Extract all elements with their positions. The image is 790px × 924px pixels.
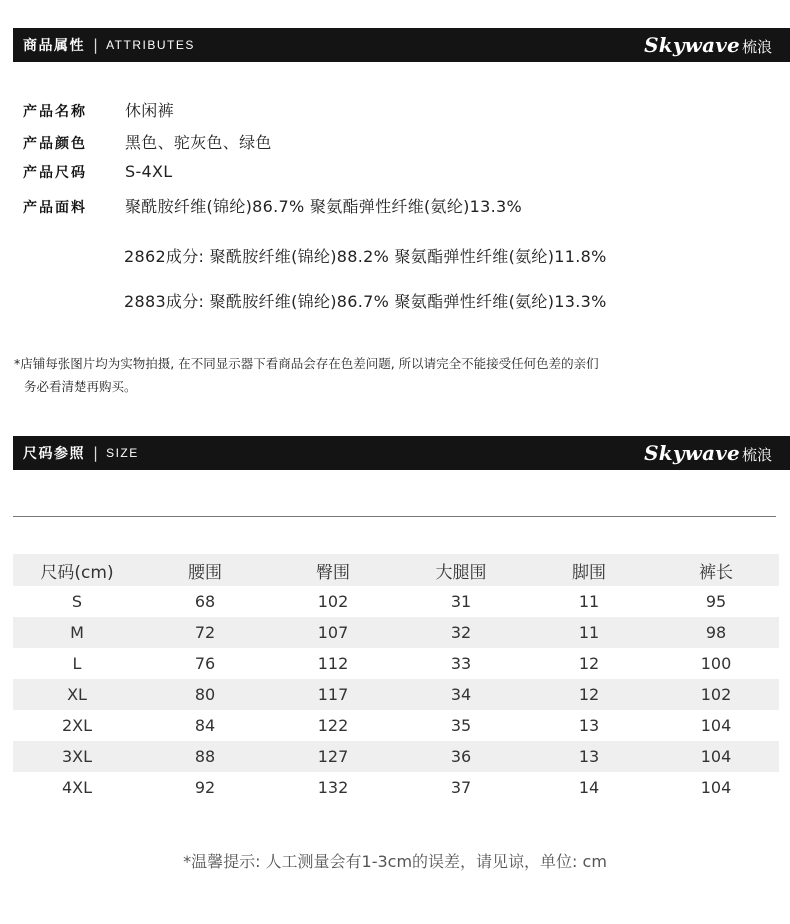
section-title: 商品属性 [23,38,85,54]
table-row [13,648,779,679]
attribute-label: 产品尺码 [23,165,87,181]
attribute-list [23,98,522,226]
table-cell: 104 [700,747,732,766]
brand-logo-en: Skywave [644,441,740,465]
attribute-row [23,98,522,130]
table-cell: 80 [194,685,216,704]
composition-2862: 2862成分: 聚酰胺纤维(锦纶)88.2% 聚氨酯弹性纤维(氨纶)11.8% [124,247,607,266]
table-cell: 68 [194,592,216,611]
column-header: 尺码(cm) [40,562,114,583]
measurement-tip: *温馨提示: 人工测量会有1-3cm的误差，请见谅，单位: cm [183,852,607,871]
size-header-bar [13,436,790,470]
brand-logo-cn: 梳浪 [741,38,772,56]
section-subtitle: ATTRIBUTES [106,38,195,52]
table-row [13,617,779,648]
table-header-row [13,554,779,586]
column-header: 臀围 [316,562,350,583]
table-cell: XL [67,685,87,704]
table-cell: 32 [450,623,472,642]
table-cell: 132 [317,778,349,797]
composition-2883: 2883成分: 聚酰胺纤维(锦纶)86.7% 聚氨酯弹性纤维(氨纶)13.3% [124,292,607,311]
table-cell: 122 [317,716,349,735]
table-cell: 102 [317,592,349,611]
column-header: 大腿围 [435,562,487,583]
table-row [13,741,779,772]
attribute-label: 产品面料 [23,200,87,216]
table-cell: 34 [450,685,472,704]
attributes-header-bar [13,28,790,62]
brand-logo [644,441,772,465]
table-cell: 13 [578,716,600,735]
disclaimer-line: *店铺每张图片均为实物拍摄, 在不同显示器下看商品会存在色差问题, 所以请完全不能接受任何色差的亲们 [14,356,599,371]
table-cell: 88 [194,747,216,766]
brand-logo-cn: 梳浪 [741,446,772,464]
table-cell: 31 [450,592,472,611]
attribute-value: 黑色、驼灰色、绿色 [125,133,272,152]
divider-line [13,516,776,517]
attribute-label: 产品名称 [23,104,87,120]
table-cell: 37 [450,778,472,797]
column-header: 脚围 [572,562,606,583]
title-separator: | [93,444,99,462]
table-cell: 12 [578,685,600,704]
table-cell: 13 [578,747,600,766]
section-subtitle: SIZE [106,446,139,460]
table-cell: 11 [578,623,600,642]
brand-logo-en: Skywave [644,33,740,57]
table-cell: 14 [578,778,600,797]
table-cell: 72 [194,623,216,642]
table-row [13,772,779,803]
attribute-row [23,162,522,194]
table-cell: 33 [450,654,472,673]
table-cell: 104 [700,716,732,735]
table-cell: 98 [705,623,727,642]
table-cell: 107 [317,623,349,642]
column-header: 腰围 [188,562,222,583]
table-row [13,679,779,710]
brand-logo [644,33,772,57]
table-cell: 100 [700,654,732,673]
table-cell: 11 [578,592,600,611]
table-cell: 12 [578,654,600,673]
table-cell: 92 [194,778,216,797]
size-table [13,554,779,803]
table-row [13,710,779,741]
table-row [13,586,779,617]
table-cell: 117 [317,685,349,704]
table-cell: 95 [705,592,727,611]
table-cell: 36 [450,747,472,766]
attribute-value: 休闲裤 [125,101,174,120]
table-cell: 84 [194,716,216,735]
column-header: 裤长 [699,562,733,583]
table-cell: 35 [450,716,472,735]
attribute-label: 产品颜色 [23,136,87,152]
attribute-value: 聚酰胺纤维(锦纶)86.7% 聚氨酯弹性纤维(氨纶)13.3% [125,197,523,216]
disclaimer-line: 务必看清楚再购买。 [24,379,137,394]
color-disclaimer [14,352,754,398]
table-cell: 112 [317,654,349,673]
table-cell: 3XL [61,747,93,766]
table-cell: 2XL [61,716,93,735]
table-cell: L [72,654,82,673]
table-cell: 76 [194,654,216,673]
attribute-row [23,194,522,226]
section-title: 尺码参照 [23,446,85,462]
table-cell: 127 [317,747,349,766]
table-cell: M [70,623,84,642]
table-cell: 102 [700,685,732,704]
title-separator: | [93,36,99,54]
table-cell: S [71,592,83,611]
attribute-value: S-4XL [125,162,173,181]
table-cell: 4XL [61,778,93,797]
attribute-row [23,130,522,162]
table-cell: 104 [700,778,732,797]
